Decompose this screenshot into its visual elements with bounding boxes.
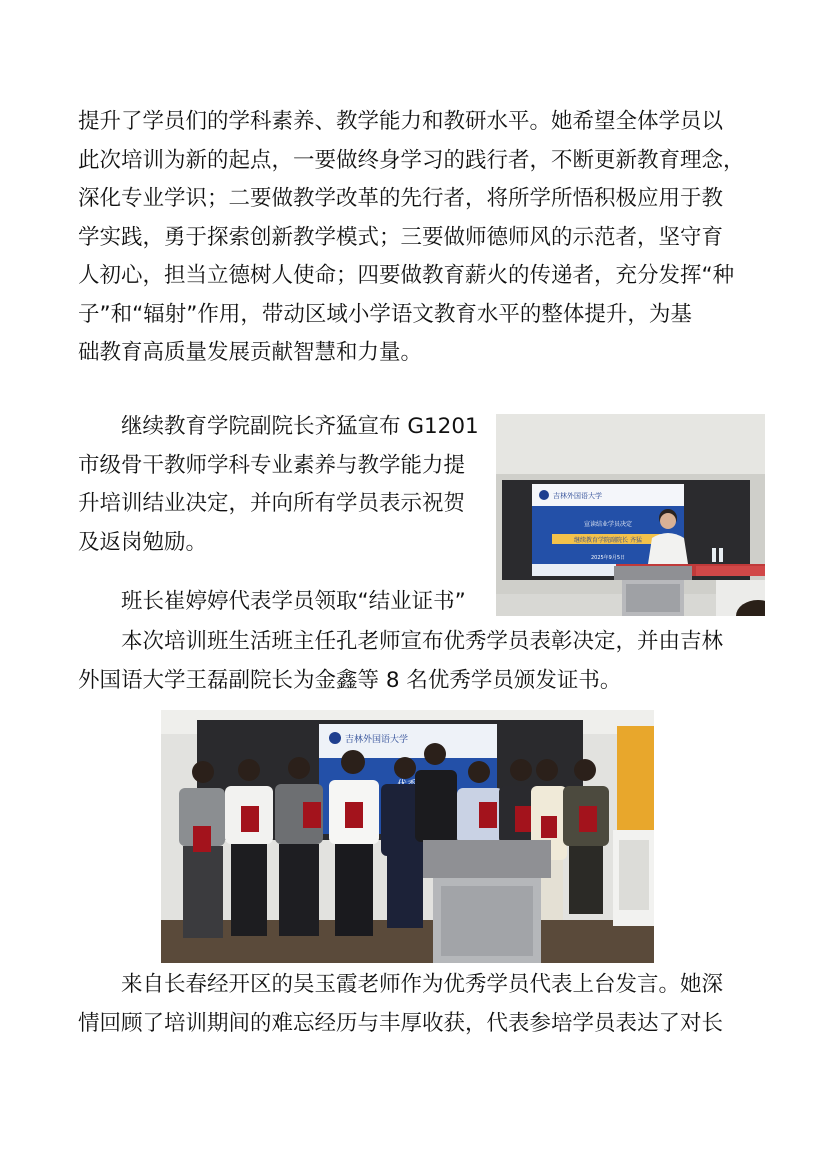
text-line: 本次培训班生活班主任孔老师宣布优秀学员表彰决定，并由吉林 xyxy=(121,629,724,654)
svg-text:2025年9月5日: 2025年9月5日 xyxy=(590,555,626,561)
text-line: 情回顾了培训期间的难忘经历与丰厚收获，代表参培学员表达了对长 xyxy=(78,1010,724,1036)
text-line: 及返岗勉励。 xyxy=(78,529,208,555)
text-line: 市级骨干教师学科专业素养与教学能力提 xyxy=(78,452,466,478)
paragraph-3 xyxy=(78,583,488,622)
paragraph-4 xyxy=(78,623,750,700)
photo-award-group xyxy=(161,710,654,963)
text-line: 外国语大学王磊副院长为金鑫等 8 名优秀学员颁发证书。 xyxy=(78,667,622,693)
text-line: 升培训结业决定，并向所有学员表示祝贺 xyxy=(78,491,466,516)
paragraph-1 xyxy=(78,103,750,373)
slide-heading: 吉林外国语大学 xyxy=(345,735,409,745)
text-line: 子”和“辐射”作用，带动区域小学语文教育水平的整体提升，为基 xyxy=(78,301,692,327)
text-line: 提升了学员们的学科素养、教学能力和教研水平。她希望全体学员以 xyxy=(78,109,724,134)
text-line: 学实践，勇于探索创新教学模式；三要做师德师风的示范者，坚守育 xyxy=(78,224,724,250)
text-line: 班长崔婷婷代表学员领取“结业证书” xyxy=(121,589,466,614)
text-line: 继续教育学院副院长齐猛宣布 G1201 xyxy=(121,414,479,439)
svg-text:宣读结业学员决定: 宣读结业学员决定 xyxy=(583,521,633,528)
photo-speaker-at-podium xyxy=(496,414,765,616)
paragraph-2 xyxy=(78,408,488,562)
text-line: 深化专业学识；二要做教学改革的先行者，将所学所悟积极应用于教 xyxy=(78,186,724,211)
text-line: 人初心，担当立德树人使命；四要做教育薪火的传递者，充分发挥“种 xyxy=(78,263,735,288)
text-line: 础教育高质量发展贡献智慧和力量。 xyxy=(78,340,423,365)
text-line: 来自长春经开区的吴玉霞老师作为优秀学员代表上台发言。她深 xyxy=(121,972,724,997)
svg-text:继续教育学院副院长 齐猛: 继续教育学院副院长 齐猛 xyxy=(574,537,642,544)
slide-heading: 吉林外国语大学 xyxy=(553,492,602,500)
text-line: 此次培训为新的起点，一要做终身学习的践行者，不断更新教育理念， xyxy=(78,147,745,173)
paragraph-5 xyxy=(78,966,750,1043)
